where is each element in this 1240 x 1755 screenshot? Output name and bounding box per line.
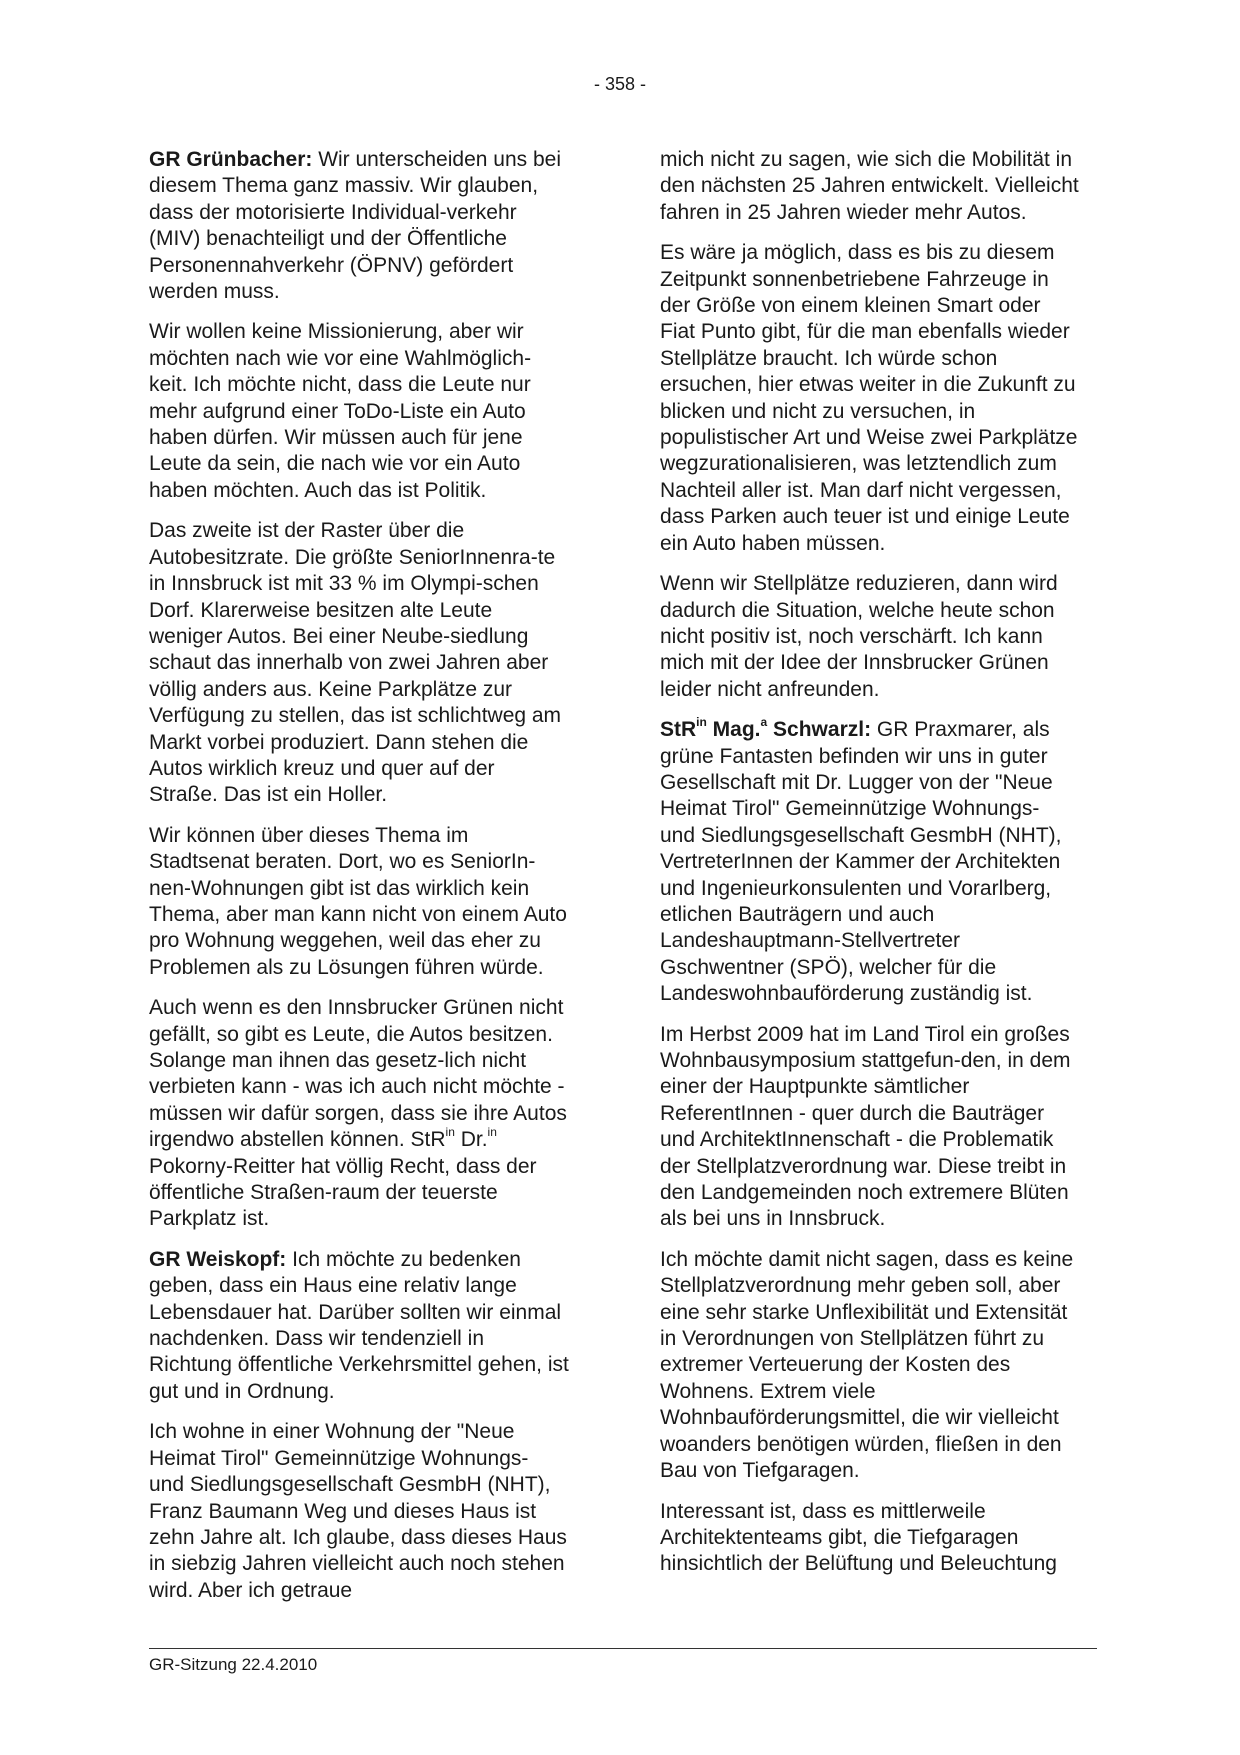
paragraph-text: Wir wollen keine Missionierung, aber wir möchten nach wie vor eine Wahlmöglich-keit. Ich möchte nicht, dass die Leute nur mehr aufgrund einer ToDo-Liste ein Auto haben dürfen. Wir müssen auch für jene Leute da sein, die nach wie vor ein Auto haben möchten. Auch das ist Politik. — [149, 320, 532, 502]
paragraph-text: GR Praxmarer, als grüne Fantasten befinden wir uns in guter Gesellschaft mit Dr. Lugger von der "Neue Heimat Tirol" Gemeinnützige Wohnungs- und Siedlungsgesellschaft GesmbH (NHT), VertreterInnen der Kammer der Architekten und Ingenieurkonsulenten und Vorarlberg, etlichen Bauträgern und auch Landeshauptmann-Stellvertreter Gschwentner (SPÖ), welcher für die Landeswohnbauförderung zuständig ist. — [660, 718, 1062, 1006]
superscript: in — [445, 1125, 455, 1140]
paragraph-text: Ich möchte damit nicht sagen, dass es keine Stellplatzverordnung mehr geben soll, aber eine sehr starke Unflexibilität und Extensität in Verordnungen von Stellplätzen führt zu extremer Verteuerung der Kosten des Wohnens. Extrem viele Wohnbauförderungsmittel, die wir vielleicht woanders benötigen würden, fließen in den Bau von Tiefgaragen. — [660, 1247, 1074, 1483]
paragraph-text: Das zweite ist der Raster über die Autobesitzrate. Die größte SeniorInnenra-te in Innsbruck ist mit 33 % im Olympi-schen Dorf. Klarerweise besitzen alte Leute weniger Autos. Bei einer Neube-siedlung schaut das innerhalb von zwei Jahren aber völlig anders aus. Keine Parkplätze zur Verfügung zu stellen, das ist schlichtweg am Markt vorbei produziert. Dann stehen die Autos wirklich kreuz und quer auf der Straße. Das ist ein Holler. — [149, 519, 562, 807]
paragraph — [149, 1419, 569, 1604]
paragraph — [660, 1499, 1080, 1578]
paragraph — [149, 995, 569, 1233]
paragraph — [660, 1247, 1080, 1485]
paragraph — [660, 147, 1080, 226]
footer-divider — [149, 1648, 1097, 1649]
paragraph — [660, 240, 1080, 557]
paragraph — [149, 147, 569, 305]
speaker-name: GR Grünbacher: — [149, 148, 313, 171]
superscript: in — [696, 715, 707, 730]
speaker-name — [660, 715, 872, 742]
paragraph — [660, 571, 1080, 703]
footer-text: GR-Sitzung 22.4.2010 — [149, 1655, 318, 1674]
paragraph — [660, 717, 1080, 1007]
paragraph-text: Wir unterscheiden uns bei diesem Thema ganz massiv. Wir glauben, dass der motorisierte Individual-verkehr (MIV) benachteiligt und der Öffentliche Personennahverkehr (ÖPNV) gefördert werden muss. — [149, 148, 561, 304]
speaker-name-part: Mag. — [706, 718, 761, 742]
paragraph-text: Interessant ist, dass es mittlerweile Architektenteams gibt, die Tiefgaragen hinsichtlich der Belüftung und Beleuchtung — [660, 1499, 1057, 1576]
paragraph — [149, 1247, 569, 1405]
paragraph — [149, 823, 569, 981]
paragraph — [149, 319, 569, 504]
speaker-name-part: Schwarzl: — [767, 718, 872, 742]
paragraph-text: Wenn wir Stellplätze reduzieren, dann wird dadurch die Situation, welche heute schon nicht positiv ist, noch verschärft. Ich kann mich mit der Idee der Innsbrucker Grünen leider nicht anfreunden. — [660, 572, 1058, 701]
paragraph-text: Ich wohne in einer Wohnung der "Neue Heimat Tirol" Gemeinnützige Wohnungs- und Siedlungsgesellschaft GesmbH (NHT), Franz Baumann Weg und dieses Haus ist zehn Jahre alt. Ich glaube, dass dieses Haus in siebzig Jahren vielleicht auch noch stehen wird. Aber ich getraue — [149, 1420, 567, 1602]
paragraph — [149, 518, 569, 808]
superscript: in — [487, 1125, 497, 1140]
paragraph-text: Im Herbst 2009 hat im Land Tirol ein großes Wohnbausymposium stattgefun-den, in dem einer der Hauptpunkte sämtlicher ReferentInnen - quer durch die Bauträger und ArchitektInnenschaft - die Problematik der Stellplatzverordnung war. Diese treibt in den Landgemeinden noch extremere Blüten als bei uns in Innsbruck. — [660, 1022, 1071, 1231]
paragraph — [660, 1022, 1080, 1233]
paragraph-text: Auch wenn es den Innsbrucker Grünen nicht gefällt, so gibt es Leute, die Autos besitzen. Solange man ihnen das gesetz-lich nicht verbieten kann - was ich auch nicht möchte - müssen wir dafür sorgen, dass sie ihre Autos irgendwo abstellen können. StR — [149, 996, 567, 1152]
left-column — [149, 147, 569, 1618]
page-number: - 358 - — [593, 74, 647, 94]
right-column — [660, 147, 1080, 1592]
paragraph-text: mich nicht zu sagen, wie sich die Mobilität in den nächsten 25 Jahren entwickelt. Vielleicht fahren in 25 Jahren wieder mehr Autos. — [660, 148, 1079, 224]
superscript: a — [760, 715, 768, 730]
paragraph-text: Dr. — [454, 1128, 488, 1152]
speaker-name: GR Weiskopf: — [149, 1247, 287, 1271]
paragraph-text: Es wäre ja möglich, dass es bis zu diesem Zeitpunkt sonnenbetriebene Fahrzeuge in der Größe von einem kleinen Smart oder Fiat Punto gibt, für die man ebenfalls wieder Stellplätze braucht. Ich würde schon ersuchen, hier etwas weiter in die Zukunft zu blicken und nicht zu versuchen, in populistischer Art und Weise zwei Parkplätze wegzurationalisieren, was letztendlich zum Nachteil aller ist. Man darf nicht vergessen, dass Parken auch teuer ist und einige Leute ein Auto haben müssen. — [660, 241, 1078, 555]
speaker-name-part: StR — [660, 718, 697, 742]
paragraph-text: Pokorny-Reitter hat völlig Recht, dass der öffentliche Straßen-raum der teuerste Parkplatz ist. — [149, 1154, 537, 1231]
paragraph-text: Wir können über dieses Thema im Stadtsenat beraten. Dort, wo es SeniorIn-nen-Wohnungen gibt ist das wirklich kein Thema, aber man kann nicht von einem Auto pro Wohnung weggehen, weil das eher zu Problemen als zu Lösungen führen würde. — [149, 823, 567, 979]
paragraph-text: Ich möchte zu bedenken geben, dass ein Haus eine relativ lange Lebensdauer hat. Darüber sollten wir einmal nachdenken. Dass wir tendenziell in Richtung öffentliche Verkehrsmittel gehen, ist gut und in Ordnung. — [149, 1247, 569, 1403]
